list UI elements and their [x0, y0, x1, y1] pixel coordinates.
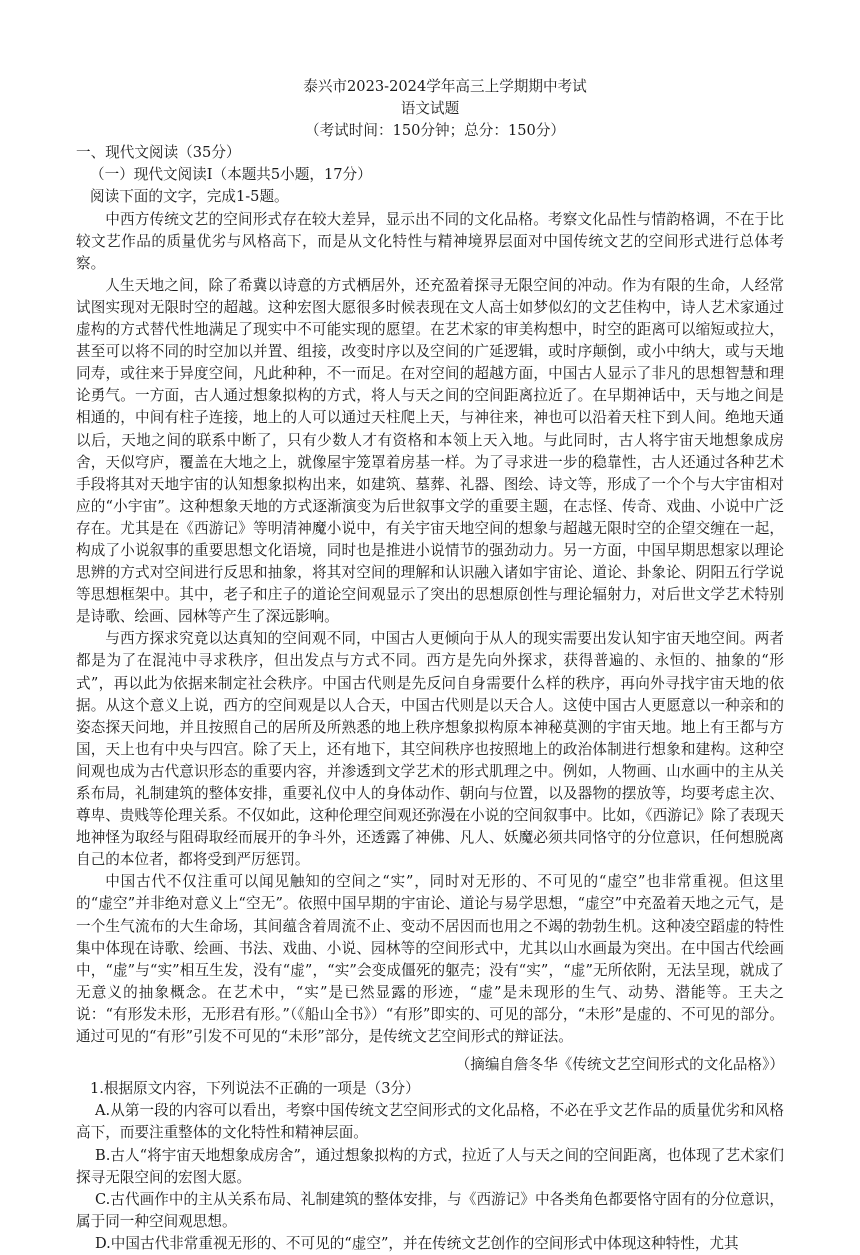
question-1-stem: 1.根据原文内容，下列说法不正确的一项是（3分） [90, 1080, 420, 1098]
question-1-option-a: A.从第一段的内容可以看出，考察中国传统文艺空间形式的文化品格，不必在乎文艺作品的质量优劣和风格高下，而要注重整体的文化特性和精神层面。 [76, 1102, 784, 1142]
section-heading: 一、现代文阅读（35分） [76, 144, 241, 162]
article-paragraph-3: 与西方探求究竟以达真知的空间观不同，中国古人更倾向于从人的现实需要出发认知宇宙天地空间。两者都是为了在混沌中寻求秩序，但出发点与方式不同。西方是先向外探求，获得普遍的、永恒的、抽象的“形式”，再以此为依据来制定社会秩序。中国古代则是先反问自身需要什么样的秩序，再向外寻找宇宙天地的依据。从这个意义上说，西方的空间观是以人合天，中国古代则是以天合人。这使中国古人更愿意以一种亲和的姿态探天问地，并且按照自己的居所及所熟悉的地上秩序想象拟构原本神秘莫测的宇宙天地。地上有王都与方国，天上也有中央与四宫。除了天上，还有地下，其空间秩序也按照地上的政治体制进行想象和建构。这种空间观也成为古代意识形态的重要内容，并渗透到文学艺术的形式肌理之中。例如，人物画、山水画中的主从关系布局，礼制建筑的整体安排，重要礼仪中人的身体动作、朝向与位置，以及器物的摆放等，均要考虑主次、尊卑、贵贱等伦理关系。不仅如此，这种伦理空间观还弥漫在小说的空间叙事中。比如，《西游记》除了表现天地神怪为取经与阻碍取经而展开的争斗外，还透露了神佛、凡人、妖魔必须共同恪守的分位意识，任何想脱离自己的本位者，都将受到严厉惩罚。 [76, 630, 784, 869]
exam-title: 泰兴市2023-2024学年高三上学期期中考试 [303, 78, 587, 95]
article-paragraph-1: 中西方传统文艺的空间形式存在较大差异，显示出不同的文化品格。考察文化品性与情韵格调，不在于比较文艺作品的质量优劣与风格高下，而是从文化特性与精神境界层面对中国传统文艺的空间形式进行总体考察。 [76, 210, 784, 272]
article-paragraph-2: 人生天地之间，除了希冀以诗意的方式栖居外，还充盈着探寻无限空间的冲动。作为有限的生命，人经常试图实现对无限时空的超越。这种宏图大愿很多时候表现在文人高士如梦似幻的文艺佳构中，诗人艺术家通过虚构的方式替代性地满足了现实中不可能实现的愿望。在艺术家的审美构想中，时空的距离可以缩短或拉大，甚至可以将不同的时空加以并置、组接，改变时序以及空间的广延逻辑，或时序颠倒，或小中纳大，或与天地同寿，或往来于异度空间，凡此种种，不一而足。在对空间的超越方面，中国古人显示了非凡的思想智慧和理论勇气。一方面，古人通过想象拟构的方式，将人与天之间的空间距离拉近了。在早期神话中，天与地之间是相通的，中间有柱子连接，地上的人可以通过天柱爬上天，与神往来，神也可以沿着天柱下到人间。绝地天通以后，天地之间的联系中断了，只有少数人才有资格和本领上天入地。与此同时，古人将宇宙天地想象成房舍，天似穹庐，覆盖在大地之上，就像屋宇笼罩着房基一样。为了寻求进一步的稳靠性，古人还通过各种艺术手段将其对天地宇宙的认知想象拟构出来，如建筑、墓葬、礼器、图绘、诗文等，形成了一个个与大宇宙相对应的“小宇宙”。这种想象天地的方式逐渐演变为后世叙事文学的重要主题，在志怪、传奇、戏曲、小说中广泛存在。尤其是在《西游记》等明清神魔小说中，有关宇宙天地空间的想象与超越无限时空的企望交缠在一起，构成了小说叙事的重要思想文化语境，同时也是推进小说情节的强劲动力。另一方面，中国早期思想家以理论思辨的方式对空间进行反思和抽象，将其对空间的理解和认识融入诸如宇宙论、道论、卦象论、阴阳五行学说等思想框架中。其中，老子和庄子的道论空间观显示了突出的思想原创性与理论辐射力，对后世文学艺术特别是诗歌、绘画、园林等产生了深远影响。 [76, 276, 784, 626]
article-paragraph-4: 中国古代不仅注重可以闻见触知的空间之“实”，同时对无形的、不可见的“虚空”也非常重视。但这里的“虚空”并非绝对意义上“空无”。依照中国早期的宇宙论、道论与易学思想，“虚空”中充盈着天地之元气，是一个生气流布的大生命场，其间蕴含着周流不止、变动不居因而也用之不竭的勃勃生机。这种凌空蹈虚的特性集中体现在诗歌、绘画、书法、戏曲、小说、园林等的空间形式中，尤其以山水画最为突出。在中国古代绘画中，“虚”与“实”相互生发，没有“虚”，“实”会变成僵死的躯壳；没有“实”，“虚”无所依附，无法呈现，就成了无意义的抽象概念。在艺术中，“实”是已然显露的形迹，“虚”是未现形的生气、动势、潜能等。王夫之说：“有形发未形，无形君有形。”（《船山全书》）“有形”即实的、可见的部分，“未形”是虚的、不可见的部分。通过可见的“有形”引发不可见的“未形”部分，是传统文艺空间形式的辩证法。 [76, 873, 784, 1046]
article-source: （摘编自詹冬华《传统文艺空间形式的文化品格》） [455, 1056, 784, 1074]
subject-title: 语文试题 [400, 100, 460, 118]
subsection-heading: （一）现代文阅读Ⅰ（本题共5小题，17分） [90, 166, 372, 184]
reading-instruction: 阅读下面的文字，完成1-5题。 [90, 188, 289, 206]
question-1-option-d: D.中国古代非常重视无形的、不可见的“虚空”，并在传统文艺创作的空间形式中体现这种特性，尤其 [94, 1234, 739, 1252]
question-1-option-b: B.古人“将宇宙天地想象成房舍”，通过想象拟构的方式，拉近了人与天之间的空间距离，也体现了艺术家们探寻无限空间的宏图大愿。 [76, 1146, 784, 1186]
exam-info: （考试时间：150分钟；总分：150分） [304, 122, 566, 140]
question-1-option-c: C.古代画作中的主从关系布局、礼制建筑的整体安排，与《西游记》中各类角色都要恪守固有的分位意识，属于同一种空间观思想。 [76, 1190, 784, 1230]
